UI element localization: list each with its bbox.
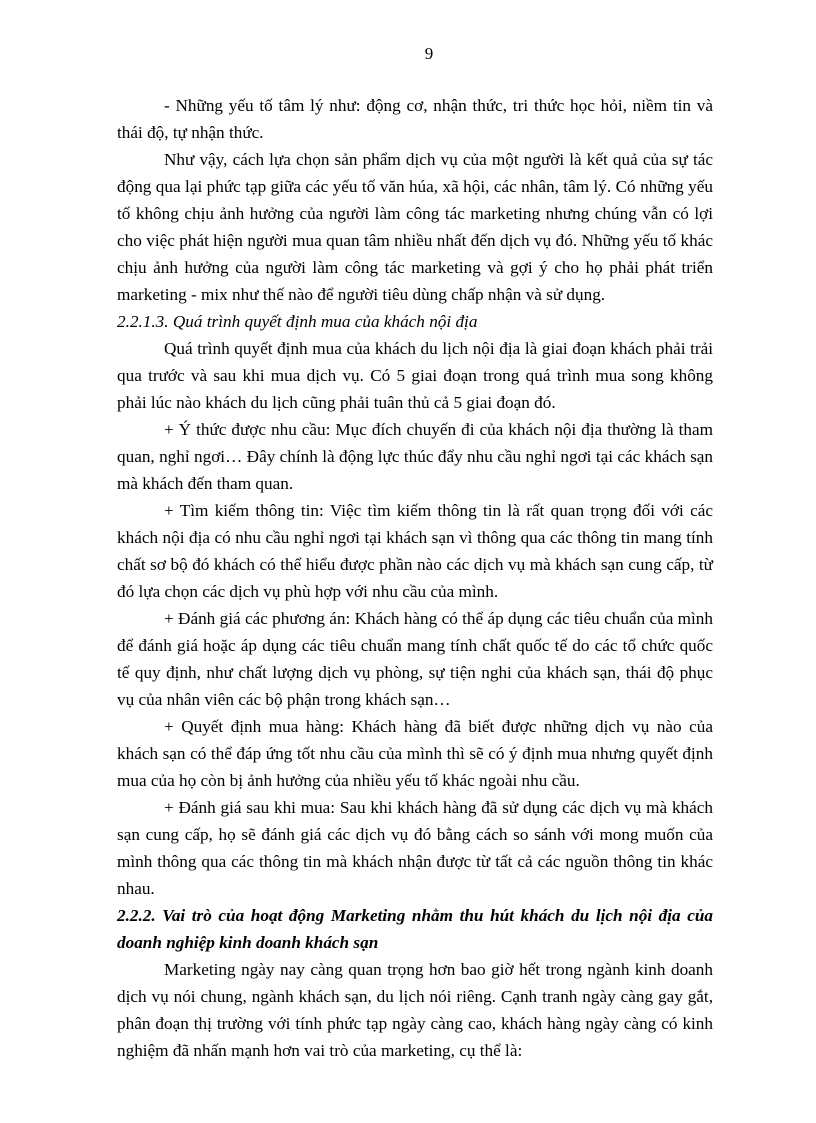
evaluation-of-alternatives-paragraph: + Đánh giá các phương án: Khách hàng có thể áp dụng các tiêu chuẩn của mình để đánh giá hoặc áp dụng các tiêu chuẩn mang tính chất quốc tế do các tổ chức quốc tế quy định, như chất lượng dịch vụ phòng, sự tiện nghi của khách sạn, thái độ phục vụ của nhân viên các bộ phận trong khách sạn… (117, 609, 713, 709)
purchase-decision-paragraph: + Quyết định mua hàng: Khách hàng đã biết được những dịch vụ nào của khách sạn có thể đáp ứng tốt nhu cầu của mình thì sẽ có ý định mua nhưng quyết định mua của họ còn bị ảnh hưởng của nhiều yếu tố khác ngoài nhu cầu. (117, 717, 713, 790)
post-purchase-evaluation-paragraph: + Đánh giá sau khi mua: Sau khi khách hàng đã sử dụng các dịch vụ mà khách sạn cung cấp, họ sẽ đánh giá các dịch vụ đó bằng cách so sánh với mong muốn của mình thông qua các thông tin mà khách nhận được từ tất cả các nguồn thông tin khác nhau. (117, 798, 713, 898)
page-body (117, 92, 713, 1064)
section-heading-2-2-1-3: 2.2.1.3. Quá trình quyết định mua của khách nội địa (117, 312, 478, 331)
page-number: 9 (424, 44, 434, 63)
need-recognition-paragraph: + Ý thức được nhu cầu: Mục đích chuyến đi của khách nội địa thường là tham quan, nghỉ ngơi… Đây chính là động lực thúc đẩy nhu cầu nghỉ ngơi tại các khách sạn mà khách đến tham quan. (117, 420, 713, 493)
marketing-role-paragraph: Marketing ngày nay càng quan trọng hơn bao giờ hết trong ngành kinh doanh dịch vụ nói chung, ngành khách sạn, du lịch nói riêng. Cạnh tranh ngày càng gay gắt, phân đoạn thị trường với tính phức tạp ngày càng cao, khách hàng ngày càng có kinh nghiệm đã nhấn mạnh hơn vai trò của marketing, cụ thể là: (117, 960, 713, 1060)
section-heading-2-2-2: 2.2.2. Vai trò của hoạt động Marketing nhằm thu hút khách du lịch nội địa của doanh nghiệp kinh doanh khách sạn (117, 906, 713, 952)
psychological-factors-paragraph: - Những yếu tố tâm lý như: động cơ, nhận thức, tri thức học hỏi, niềm tin và thái độ, tự nhận thức. (117, 96, 713, 142)
information-search-paragraph: + Tìm kiếm thông tin: Việc tìm kiếm thông tin là rất quan trọng đối với các khách nội địa có nhu cầu nghỉ ngơi tại khách sạn vì thông qua các thông tin mang tính chất sơ bộ đó khách có thể hiểu được phần nào các dịch vụ mà khách sạn cung cấp, từ đó lựa chọn các dịch vụ phù hợp với nhu cầu của mình. (117, 501, 713, 601)
purchase-process-intro-paragraph: Quá trình quyết định mua của khách du lịch nội địa là giai đoạn khách phải trải qua trước và sau khi mua dịch vụ. Có 5 giai đoạn trong quá trình mua song không phải lúc nào khách du lịch cũng phải tuân thủ cả 5 giai đoạn đó. (117, 339, 713, 412)
summary-paragraph: Như vậy, cách lựa chọn sản phẩm dịch vụ của một người là kết quả của sự tác động qua lại phức tạp giữa các yếu tố văn húa, xã hội, các nhân, tâm lý. Có những yếu tố không chịu ảnh hưởng của người làm công tác marketing nhưng chúng vẫn có lợi cho việc phát hiện người mua quan tâm nhiều nhất đến dịch vụ đó. Những yếu tố khác chịu ảnh hưởng của người làm công tác marketing và gợi ý cho họ phải phát triển marketing - mix như thế nào để người tiêu dùng chấp nhận và sử dụng. (117, 150, 713, 304)
